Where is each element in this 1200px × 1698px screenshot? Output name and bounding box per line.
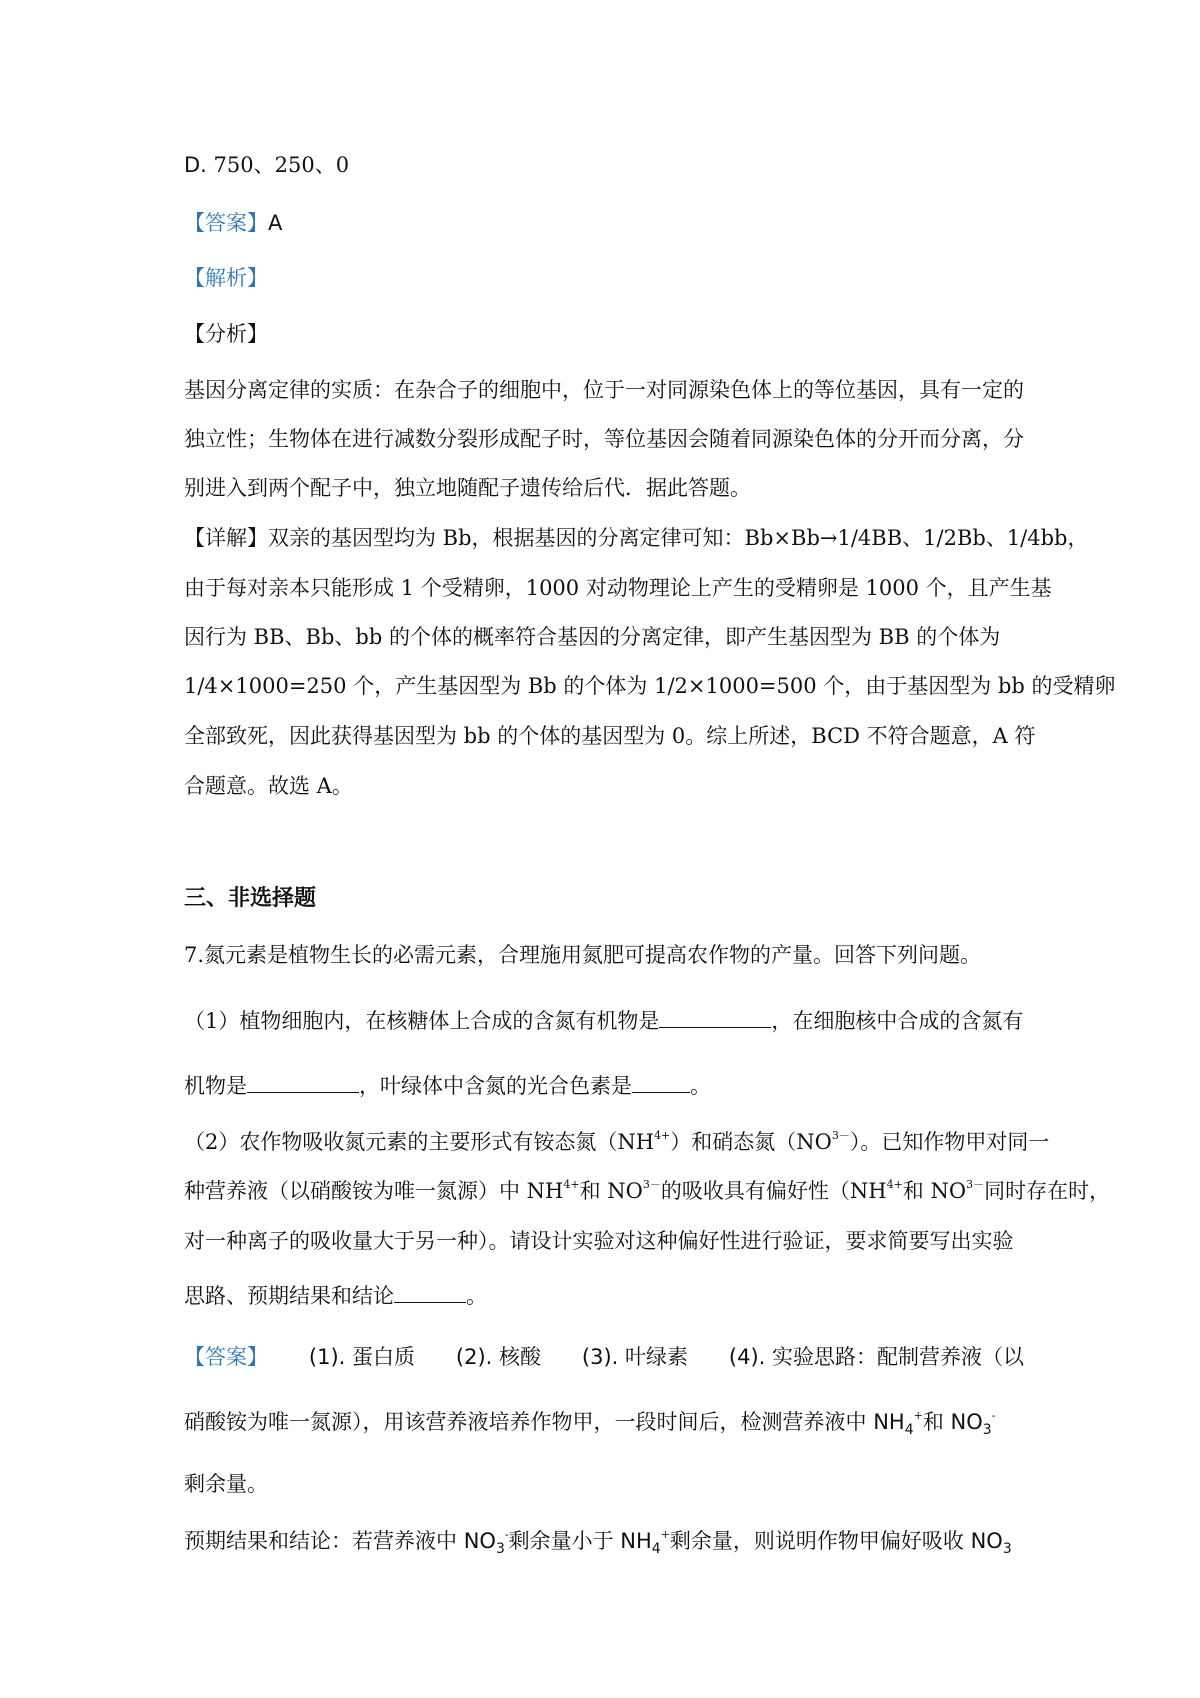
chem-sub: 3 <box>982 1422 992 1439</box>
q7-p2-sup: 3－ <box>966 1178 985 1191</box>
section-title: 三、非选择题 <box>184 886 317 911</box>
q7-p2-text: 思路、预期结果和结论 <box>184 1284 394 1308</box>
detail-line-3: 因行为 BB、Bb、bb 的个体的概率符合基因的分离定律，即产生基因型为 BB 的个体为 <box>184 625 1001 649</box>
chem-sup: + <box>913 1409 923 1422</box>
chem-no: NO <box>970 1529 1003 1553</box>
q7-p1-text-e: 。 <box>690 1074 711 1098</box>
chem-sub: 3 <box>495 1541 505 1558</box>
question-7-part1-line2 <box>184 1070 1024 1100</box>
chem-sub: 4 <box>904 1422 914 1439</box>
answer-blank-4[interactable] <box>394 1280 466 1303</box>
option-d <box>184 151 1024 179</box>
chem-sup: - <box>991 1409 996 1422</box>
q7-p2-sup: 3－ <box>642 1178 661 1191</box>
q7-p2-text: ）和硝态氮（NO <box>670 1130 832 1154</box>
q7-p2-text: 和 NO <box>579 1179 643 1203</box>
answer-blank-1[interactable] <box>659 1005 771 1028</box>
q7-p2-sup: 4+ <box>886 1178 903 1191</box>
fenxi-tag: 【分析】 <box>184 322 268 346</box>
question-7-part2-line4 <box>184 1280 1024 1310</box>
chem-sup: - <box>504 1528 509 1541</box>
chem-no: NO <box>463 1529 496 1553</box>
answer-text: 剩余量小于 <box>508 1529 621 1553</box>
q7-p1-text-c: 机物是 <box>184 1074 247 1098</box>
answer-tag: 【答案】 <box>184 1345 268 1369</box>
detail-text-1: 双亲的基因型均为 Bb，根据基因的分离定律可知：Bb×Bb→1/4BB、1/2Bb、1/4bb， <box>268 526 1089 550</box>
q7-p2-sup: 4+ <box>654 1129 671 1142</box>
question-7-part2-line3: 对一种离子的吸收量大于另一种）。请设计实验对这种偏好性进行验证，要求简要写出实验 <box>184 1229 1014 1253</box>
answer-2-line2 <box>184 1408 1024 1444</box>
question-7-part2-line2 <box>184 1177 1111 1205</box>
answer-text: 硝酸铵为唯一氮源），用该营养液培养作物甲，一段时间后，检测营养液中 <box>184 1410 874 1434</box>
answer-item-1: (1). 蛋白质 <box>308 1345 415 1369</box>
answer-1 <box>184 209 1024 237</box>
option-d-label: D. <box>184 153 207 177</box>
detail-line-2: 由于每对亲本只能形成 1 个受精卵，1000 对动物理论上产生的受精卵是 1000 个，且产生基 <box>184 576 1052 600</box>
answer-2-line3: 剩余量。 <box>184 1472 268 1496</box>
answer-value: A <box>268 211 283 235</box>
chem-sub: 4 <box>651 1541 661 1558</box>
question-7-part2-line1 <box>184 1128 1050 1156</box>
q7-p2-text: 同时存在时， <box>984 1179 1111 1203</box>
answer-item-4: (4). 实验思路：配制营养液（以 <box>728 1345 1024 1369</box>
fenxi-line-2: 独立性；生物体在进行减数分裂形成配子时，等位基因会随着同源染色体的分开而分离，分 <box>184 427 1024 451</box>
answer-2-line1 <box>184 1343 1024 1371</box>
detail-line-5: 全部致死，因此获得基因型为 bb 的个体的基因型为 0。综上所述，BCD 不符合题意，A 符 <box>184 724 1036 748</box>
option-d-text: 750、250、0 <box>206 153 350 177</box>
chem-nh: NH <box>620 1529 652 1553</box>
q7-p2-text: （2）农作物吸收氮元素的主要形式有铵态氮（NH <box>184 1130 655 1154</box>
q7-p1-text-d: ，叶绿体中含氮的光合色素是 <box>359 1074 632 1098</box>
q7-p2-text: 和 NO <box>902 1179 967 1203</box>
detail-line-1 <box>184 524 1089 552</box>
q7-p2-text: 的吸收具有偏好性（NH <box>660 1179 887 1203</box>
q7-p2-sup: 4+ <box>563 1178 580 1191</box>
answer-text: 剩余量，则说明作物甲偏好吸收 <box>669 1529 971 1553</box>
q7-p1-text-b: ，在细胞核中合成的含氮有 <box>771 1009 1024 1033</box>
q7-p2-text: ）。已知作物甲对同一 <box>849 1130 1050 1154</box>
detail-tag: 【详解】 <box>184 526 268 550</box>
question-7-stem: 7.氮元素是植物生长的必需元素，合理施用氮肥可提高农作物的产量。回答下列问题。 <box>184 943 982 967</box>
answer-item-2: (2). 核酸 <box>455 1345 541 1369</box>
analysis-tag: 【解析】 <box>184 266 268 290</box>
answer-text: 和 <box>922 1410 951 1434</box>
chem-sup: + <box>660 1528 670 1541</box>
q7-p2-sup: 3－ <box>831 1129 850 1142</box>
chem-nh: NH <box>873 1410 905 1434</box>
question-7-part1-line1 <box>184 1005 1024 1035</box>
answer-2-line4 <box>184 1527 1024 1563</box>
answer-text: 预期结果和结论：若营养液中 <box>184 1529 464 1553</box>
fenxi-line-3: 别进入到两个配子中，独立地随配子遗传给后代．据此答题。 <box>184 476 751 500</box>
chem-sub: 3 <box>1002 1541 1012 1558</box>
answer-blank-2[interactable] <box>247 1070 359 1093</box>
fenxi-line-1: 基因分离定律的实质：在杂合子的细胞中，位于一对同源染色体上的等位基因，具有一定的 <box>184 378 1024 402</box>
q7-p2-text: 种营养液（以硝酸铵为唯一氮源）中 NH <box>184 1179 564 1203</box>
answer-item-3: (3). 叶绿素 <box>581 1345 688 1369</box>
q7-p1-text-a: （1）植物细胞内，在核糖体上合成的含氮有机物是 <box>184 1009 660 1033</box>
detail-line-6: 合题意。故选 A。 <box>184 774 353 798</box>
chem-no: NO <box>950 1410 983 1434</box>
detail-line-4: 1/4×1000=250 个，产生基因型为 Bb 的个体为 1/2×1000=500 个，由于基因型为 bb 的受精卵 <box>184 674 1116 698</box>
q7-p2-text: 。 <box>466 1284 487 1308</box>
answer-tag: 【答案】 <box>184 211 268 235</box>
answer-blank-3[interactable] <box>632 1070 690 1093</box>
